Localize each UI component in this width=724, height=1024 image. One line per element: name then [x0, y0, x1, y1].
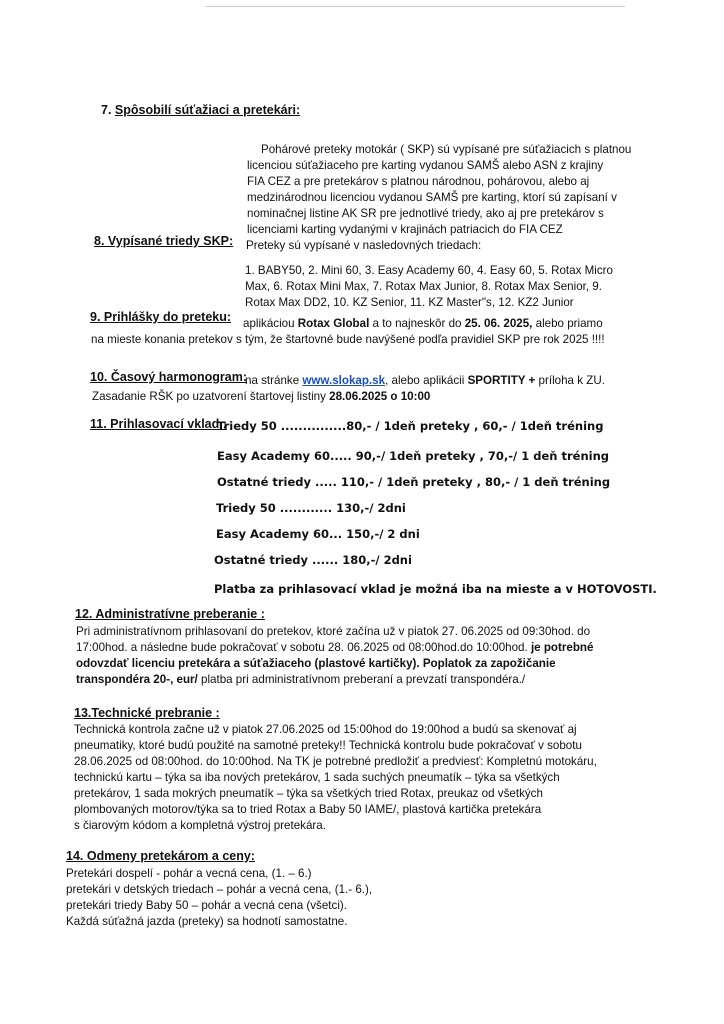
- section-7-title: Spôsobilí súťažiaci a pretekári:: [114, 103, 301, 117]
- section-14-line: pretekári triedy Baby 50 – pohár a vecná cena (všetci).: [66, 899, 347, 912]
- section-7-line: Pohárové preteky motokár ( SKP) sú vypísané pre súťažiacich s platnou: [261, 143, 632, 156]
- rsk-meeting-time: 28.06.2025 o 10:00: [329, 390, 431, 403]
- fee-row: Ostatné triedy ...... 180,-/ 2dni: [214, 553, 412, 567]
- section-9-text: alebo priamo: [532, 317, 603, 330]
- scan-top-line: [205, 6, 625, 7]
- section-12-text: 17:00hod. a následne bude pokračovať v sobotu 28. 06.2025 od 08:00hod.do 10:00hod.: [76, 641, 531, 654]
- section-9-heading: [90, 310, 231, 324]
- section-14-line: pretekári v detských triedach – pohár a vecná cena, (1.- 6.),: [66, 883, 373, 896]
- section-12-line: Pri administratívnom prihlasovaní do pretekov, ktoré začína už v piatok 27. 06.2025 od 09:30hod. do: [76, 625, 591, 638]
- section-8-line: Rotax Max DD2, 10. KZ Senior, 11. KZ Master"s, 12. KZ2 Junior: [245, 296, 574, 309]
- fee-row: Easy Academy 60..... 90,-/ 1deň preteky , 70,-/ 1 deň tréning: [217, 449, 609, 463]
- deadline-date: 25. 06. 2025,: [464, 317, 533, 330]
- section-13-heading: [74, 706, 220, 720]
- section-8-title: 8. Vypísané triedy SKP:: [94, 234, 234, 248]
- section-12-line: odovzdať licenciu pretekára a súťažiaceho (plastové kartičky). Poplatok za zapožičanie: [76, 657, 556, 670]
- section-12-heading: [75, 607, 265, 621]
- fee-row: Easy Academy 60... 150,-/ 2 dni: [216, 527, 420, 541]
- section-9-line-1: [243, 316, 603, 331]
- section-7-line: FIA CEZ a pre pretekárov s platnou národnou, pohárovou, alebo aj: [247, 175, 590, 188]
- section-12-bold: je potrebné: [530, 641, 594, 654]
- section-10-heading: [90, 370, 247, 384]
- section-12-text: platba pri administratívnom preberaní a prevzatí transpondéra./: [197, 673, 526, 686]
- section-10-text: na stránke: [245, 374, 303, 387]
- section-7-line: licenciami karting vydanými v krajinách patriacich do FIA CEZ: [247, 223, 563, 236]
- section-13-line: pneumatiky, ktoré budú použité na samotné preteky!! Technická kontrolu bude pokračovať v sobotu: [74, 739, 582, 752]
- section-12-title: 12. Administratívne preberanie :: [75, 607, 265, 621]
- section-14-line: Každá súťažná jazda (preteky) sa hodnotí samostatne.: [66, 915, 348, 928]
- section-10-line-1: [245, 373, 605, 388]
- fee-row: Triedy 50 ...............80,- / 1deň preteky , 60,- / 1deň tréning: [217, 419, 604, 433]
- section-7-line: licenciou súťažiaceho pre karting vydanou SAMŠ alebo ASN z krajiny: [247, 159, 604, 172]
- section-13-line: pretekárov, 1 sada mokrých pneumatík – týka sa všetkých tried Rotax, preukaz od všetkých: [74, 787, 543, 800]
- section-10-title: 10. Časový harmonogram:: [90, 370, 247, 384]
- transponder-fee: transpondéra 20-, eur/: [76, 673, 198, 686]
- section-13-line: technickú kartu – týka sa iba nových pretekárov, 1 sada suchých pneumatík – týka sa všetkých: [74, 771, 560, 784]
- fee-row: Ostatné triedy ..... 110,- / 1deň preteky , 80,- / 1 deň tréning: [217, 475, 611, 489]
- section-12-line: [76, 672, 525, 687]
- section-11-heading: [90, 417, 227, 431]
- section-8-intro: Preteky sú vypísané v nasledovných triedach:: [246, 239, 482, 252]
- rotax-global-text: Rotax Global: [297, 317, 370, 330]
- section-8-line: 1. BABY50, 2. Mini 60, 3. Easy Academy 60, 4. Easy 60, 5. Rotax Micro: [245, 264, 613, 277]
- section-7-number: 7.: [101, 103, 112, 117]
- section-13-line: 28.06.2025 od 08:00hod. do 10:00hod. Na TK je potrebné predložiť a predviesť: Kompletnú motokáru,: [74, 755, 597, 768]
- section-14-heading: [66, 849, 255, 863]
- section-14-title: 14. Odmeny pretekárom a ceny:: [66, 849, 255, 863]
- sportity-text: SPORTITY +: [467, 374, 536, 387]
- fee-row: Triedy 50 ............ 130,-/ 2dni: [216, 501, 406, 515]
- section-10-line-2: [92, 389, 430, 404]
- section-7-heading: [101, 103, 300, 117]
- section-9-text: a to najneskôr do: [369, 317, 465, 330]
- section-9-line-2: na mieste konania pretekov s tým, že štartovné bude navýšené podľa pravidiel SKP pre rok 2025 !!!!: [91, 333, 605, 346]
- section-12-line: [76, 640, 593, 655]
- section-7-line: nominačnej listine AK SR pre jednotlivé triedy, ako aj pre pretekárov s: [247, 207, 604, 220]
- section-9-text: aplikáciou: [243, 317, 298, 330]
- section-10-text: , alebo aplikácii: [385, 374, 468, 387]
- section-10-text: Zasadanie RŠK po uzatvorení štartovej listiny: [92, 390, 330, 403]
- section-11-title: 11. Prihlasovací vklad :: [90, 417, 227, 431]
- section-13-title: 13.Technické prebranie :: [74, 706, 220, 720]
- section-13-line: s čiarovým kódom a kompletná výstroj pretekára.: [74, 819, 326, 832]
- section-13-line: Technická kontrola začne už v piatok 27.06.2025 od 15:00hod do 19:00hod a budú sa skenovať aj: [74, 723, 577, 736]
- section-8-heading: [94, 234, 233, 248]
- section-9-title: 9. Prihlášky do preteku:: [90, 310, 232, 324]
- section-14-line: Pretekári dospelí - pohár a vecná cena, (1. – 6.): [66, 867, 312, 880]
- section-7-line: medzinárodnou licenciou vydanou SAMŠ pre karting, ktorí sú zapísaní v: [247, 191, 617, 204]
- payment-note: Platba za prihlasovací vklad je možná iba na mieste a v HOTOVOSTI.: [214, 582, 657, 596]
- section-8-line: Max, 6. Rotax Mini Max, 7. Rotax Max Junior, 8. Rotax Max Senior, 9.: [245, 280, 602, 293]
- section-13-line: plombovaných motorov/týka sa to tried Rotax a Baby 50 IAME/, plastová kartička pretekára: [74, 803, 542, 816]
- section-10-text: príloha k ZU.: [535, 374, 605, 387]
- slokap-link[interactable]: www.slokap.sk: [302, 374, 386, 387]
